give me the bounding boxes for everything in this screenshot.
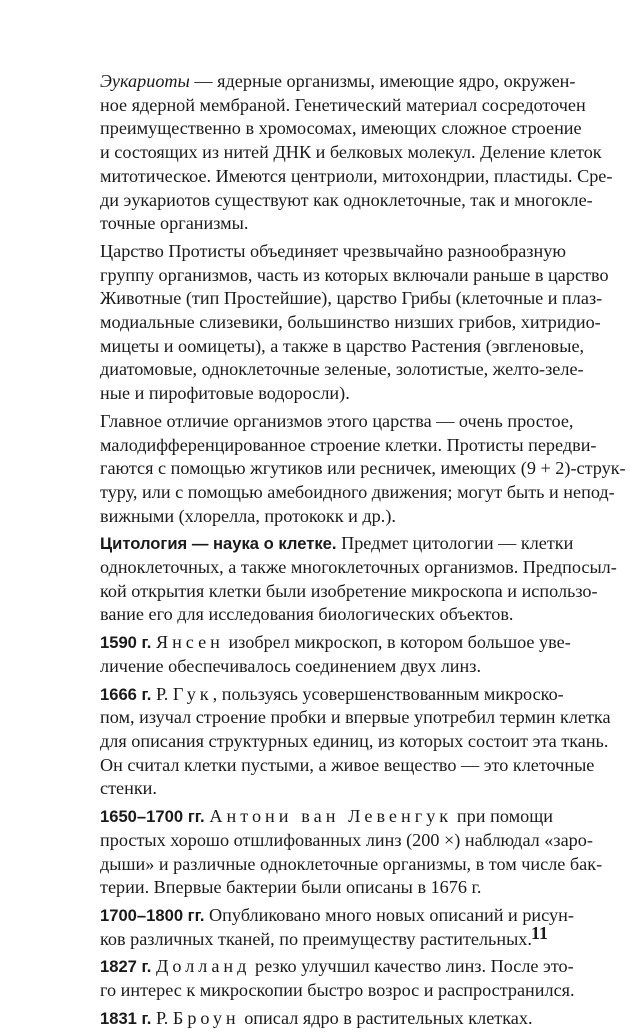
entry-1650-1700: 1650–1700 гг. Антони ван Левенгук при помощи простых хорошо отшлифованных линз (200 ×) наблюдал «заро- дыши» и различные одноклеточные организмы, в том числе бак- терии. Впервые бактерии были описаны в 1676 г. bbox=[100, 806, 603, 898]
person-name: Броун bbox=[172, 1007, 240, 1028]
entry-1827: 1827 г. Долланд резко улучшил качество линз. После это- го интерес к микроскопии быстро возрос и распространился. bbox=[100, 956, 575, 1001]
year-label: 1700–1800 гг. bbox=[100, 905, 205, 925]
entry-1700-1800: 1700–1800 гг. Опубликовано много новых описаний и рисун- ков различных тканей, по преимуществу растительных. bbox=[100, 904, 574, 949]
year-label: 1650–1700 гг. bbox=[100, 807, 205, 827]
page-number: 11 bbox=[531, 923, 549, 943]
paragraph-cytology: Цитология — наука о клетке. Предмет цитологии — клетки одноклеточных, а также многоклеточных организмов. Предпосыл- кой открытия клетки были изобретение микроскопа и использо- вание его для исследования биологических объектов. bbox=[100, 533, 617, 625]
entry-1666: 1666 г. Р. Гук, пользуясь усовершенствованным микроско- пом, изучал строение пробки и впервые употребил термин клетка для описания структурных единиц, из которых состоит эта ткань. Он считал клетки пустыми, а живое вещество — это клеточные стенки. bbox=[100, 683, 611, 799]
year-label: 1666 г. bbox=[100, 684, 152, 704]
year-label: 1827 г. bbox=[100, 957, 152, 977]
year-label: 1590 г. bbox=[100, 633, 152, 653]
paragraph-protists: Царство Протисты объединяет чрезвычайно разнообразную группу организмов, часть из которых включали раньше в царство Животные (тип Простейшие), царство Грибы (клеточные и плаз- модиальные слизевики, большинство низших грибов, хитридио- мицеты и оомицеты), а также в царство Растения (эвгленовые, диатомовые, одноклеточные зеленые, золотистые, желто-зеле- ные и пирофитовые водоросли). bbox=[100, 240, 609, 404]
entry-1590: 1590 г. Янсен изобрел микроскоп, в котором большое уве- личение обеспечивалось соединением двух линз. bbox=[100, 632, 571, 676]
person-name: Гук bbox=[172, 683, 213, 704]
person-name: Долланд bbox=[155, 956, 251, 977]
entry-1831: 1831 г. Р. Броун описал ядро в растительных клетках. bbox=[100, 1007, 533, 1028]
person-name: Янсен bbox=[155, 632, 224, 653]
section-heading-cytology: Цитология — наука о клетке. bbox=[100, 534, 337, 554]
paragraph-protist-features: Главное отличие организмов этого царства — очень простое, малодифференцированное строение клетки. Протисты передви- гаются с помощью жгутиков или ресничек, имеющих (9 + 2)-струк- туру, или с помощью амебоидного движения; могут быть и непод- вижными (хлорелла, протококк и др.). bbox=[100, 410, 626, 526]
body-text bbox=[80, 70, 626, 1034]
year-label: 1831 г. bbox=[100, 1008, 152, 1028]
paragraph-eukaryotes: Эукариоты — ядерные организмы, имеющие ядро, окружен- ное ядерной мембраной. Генетический материал сосредоточен преимущественно в хромосомах, имеющих сложное строение и состоящих из нитей ДНК и белковых молекул. Деление клеток митотическое. Имеются центриоли, митохондрии, пластиды. Сре- ди эукариотов существуют как одноклеточные, так и многокле- точные организмы. bbox=[100, 71, 613, 234]
term-eukaryotes: Эукариоты bbox=[100, 71, 190, 91]
person-name: Антони ван Левенгук bbox=[209, 806, 453, 827]
